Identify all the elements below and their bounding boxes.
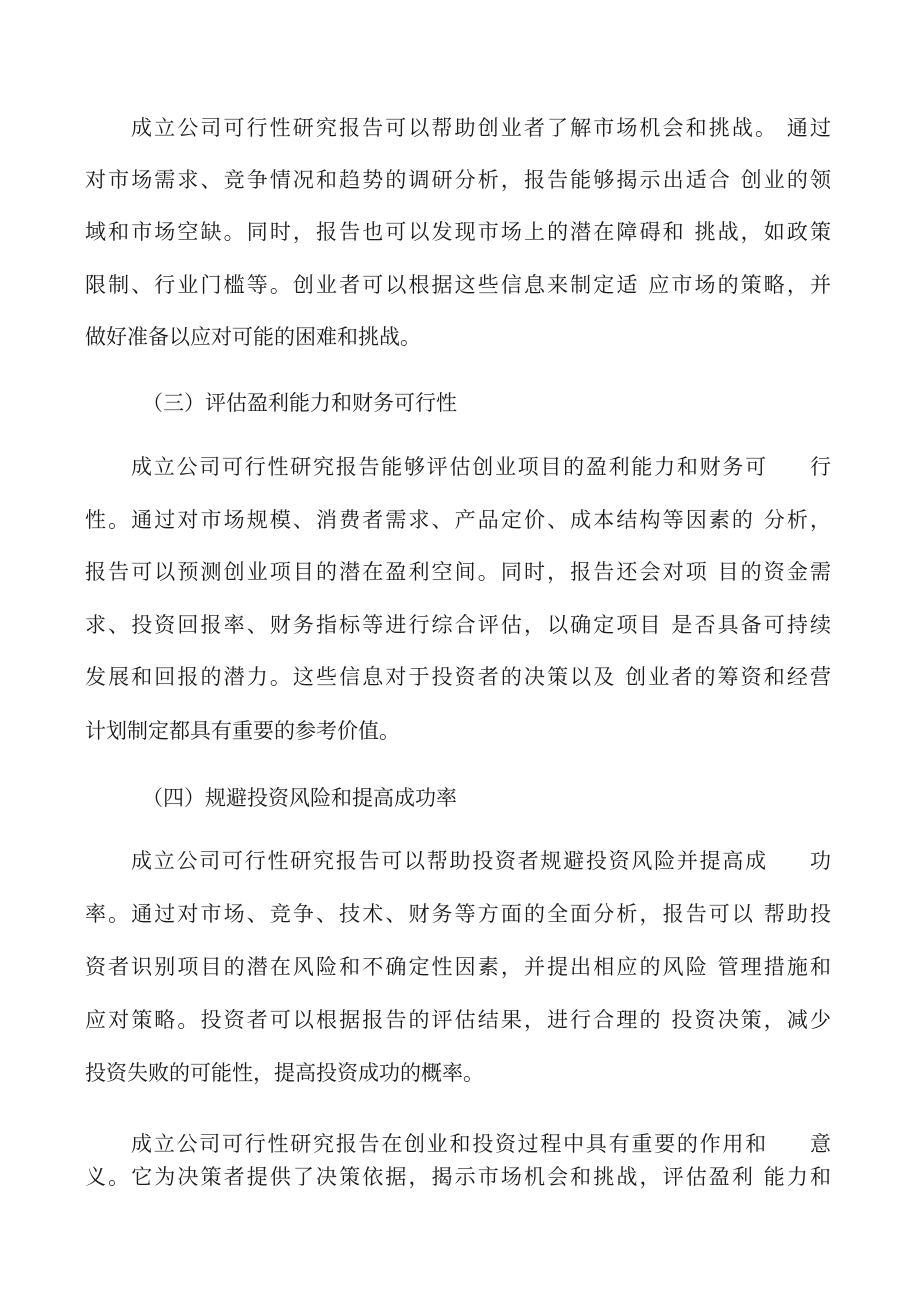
paragraph-line: 资者识别项目的潜在风险和不确定性因素，并提出相应的风险 管理措施和 xyxy=(85,955,831,979)
paragraph-line: 求、投资回报率、财务指标等进行综合评估，以确定项目 是否具备可持续 xyxy=(85,613,831,637)
paragraph-line: 限制、行业门槛等。创业者可以根据这些信息来制定适 应市场的策略，并 xyxy=(85,273,831,297)
paragraph-line: 报告可以预测创业项目的潜在盈利空间。同时，报告还会对项 目的资金需 xyxy=(85,560,831,584)
paragraph-line: 率。通过对市场、竞争、技术、财务等方面的全面分析，报告可以 帮助投 xyxy=(85,902,831,926)
paragraph-line: 做好准备以应对可能的困难和挑战。 xyxy=(85,325,421,349)
paragraph-line: 投资失败的可能性，提高投资成功的概率。 xyxy=(85,1061,484,1085)
paragraph-line: 义。它为决策者提供了决策依据，揭示市场机会和挑战，评估盈利 能力和 xyxy=(85,1165,831,1189)
paragraph-line: 成立公司可行性研究报告可以帮助投资者规避投资风险并提高成 功 xyxy=(131,849,831,873)
paragraph-line: 对市场需求、竞争情况和趋势的调研分析，报告能够揭示出适合 创业的领 xyxy=(85,168,831,192)
paragraph-line: 成立公司可行性研究报告可以帮助创业者了解市场机会和挑战。 通过 xyxy=(131,116,831,140)
paragraph-line: 发展和回报的潜力。这些信息对于投资者的决策以及 创业者的筹资和经营 xyxy=(85,665,831,689)
paragraph-line: 性。通过对市场规模、消费者需求、产品定价、成本结构等因素的 分析， xyxy=(85,508,831,532)
paragraph-line: 应对策略。投资者可以根据报告的评估结果，进行合理的 投资决策，减少 xyxy=(85,1008,831,1032)
paragraph-line: 域和市场空缺。同时，报告也可以发现市场上的潜在障碍和 挑战，如政策 xyxy=(85,220,831,244)
paragraph-line: 成立公司可行性研究报告能够评估创业项目的盈利能力和财务可 行 xyxy=(131,455,831,479)
paragraph-line: 成立公司可行性研究报告在创业和投资过程中具有重要的作用和 意 xyxy=(131,1132,831,1156)
section-heading-risk: （四）规避投资风险和提高成功率 xyxy=(142,786,457,810)
section-heading-profitability: （三）评估盈利能力和财务可行性 xyxy=(142,391,457,415)
paragraph-line: 计划制定都具有重要的参考价值。 xyxy=(85,719,400,743)
